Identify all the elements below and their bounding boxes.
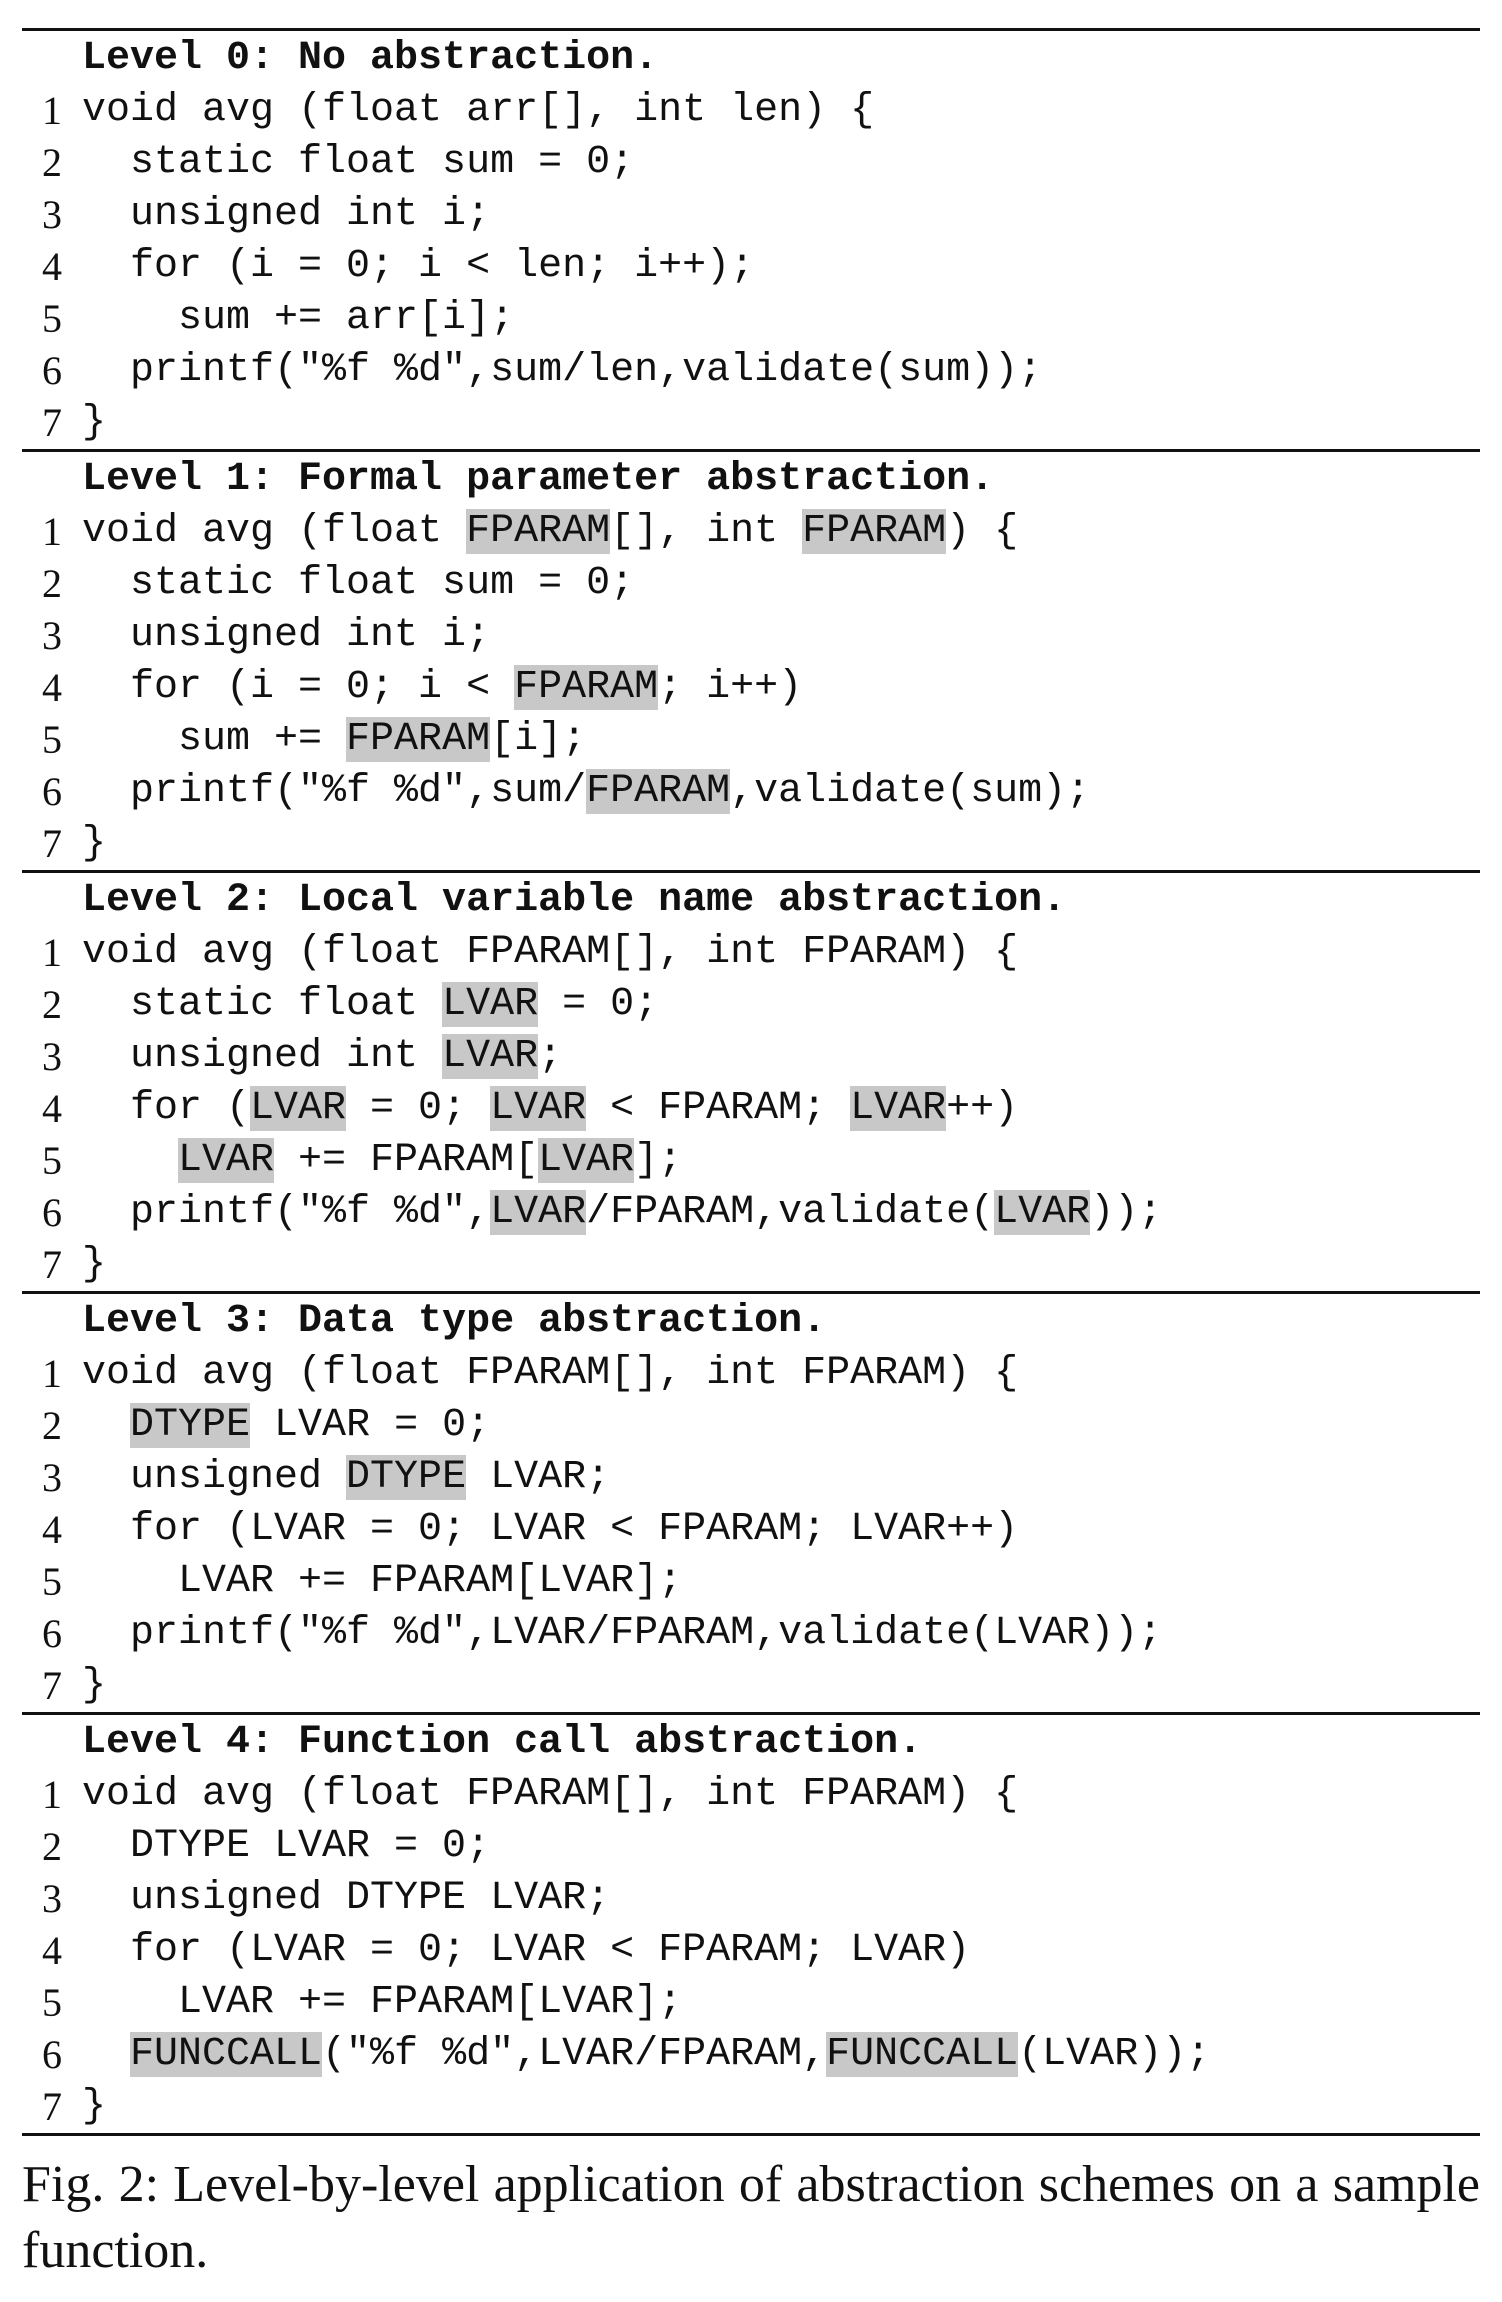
code-segment: void avg (float arr[], int len) { <box>82 88 875 133</box>
line-number: 6 <box>42 348 62 393</box>
code-text <box>82 85 874 137</box>
line-number: 5 <box>42 1559 62 1604</box>
line-number: 2 <box>42 982 62 1027</box>
code-segment: unsigned int i; <box>82 613 491 658</box>
code-segment <box>82 1138 178 1183</box>
abstracted-token: LVAR <box>250 1086 347 1131</box>
line-number: 5 <box>42 717 62 762</box>
line-number: 6 <box>42 2032 62 2077</box>
code-line <box>22 1031 1480 1083</box>
code-text <box>82 345 1042 397</box>
line-number: 4 <box>42 1507 62 1552</box>
abstraction-level-0 <box>22 28 1480 449</box>
line-number: 4 <box>42 244 62 289</box>
line-number: 1 <box>42 1351 62 1396</box>
code-segment: for (i = 0; i < <box>82 665 515 710</box>
level-heading: Level 0: No abstraction. <box>82 36 659 81</box>
abstracted-token: LVAR <box>178 1138 275 1183</box>
code-text <box>82 766 1090 818</box>
abstracted-token: FPARAM <box>514 665 659 710</box>
abstracted-token: LVAR <box>442 982 539 1027</box>
abstracted-token: LVAR <box>442 1034 539 1079</box>
code-line <box>22 1452 1480 1504</box>
code-text <box>82 1187 1162 1239</box>
code-segment: printf("%f %d",sum/ <box>82 769 587 814</box>
code-line <box>22 293 1480 345</box>
code-line <box>22 1187 1480 1239</box>
line-number: 7 <box>42 400 62 445</box>
code-segment: sum += arr[i]; <box>82 296 515 341</box>
code-line <box>22 1873 1480 1925</box>
code-text <box>82 1873 610 1925</box>
code-segment: unsigned <box>82 1455 347 1500</box>
code-text <box>82 1821 490 1873</box>
code-segment: sum += <box>82 717 347 762</box>
line-number: 2 <box>42 1824 62 1869</box>
level-heading: Level 1: Formal parameter abstraction. <box>82 457 995 502</box>
code-text <box>82 979 658 1031</box>
code-line <box>22 1977 1480 2029</box>
code-segment: < FPARAM; <box>586 1086 851 1131</box>
code-segment <box>82 1403 130 1448</box>
code-text <box>82 1556 682 1608</box>
code-segment: (LVAR)); <box>1018 2032 1211 2077</box>
abstracted-token: LVAR <box>490 1086 587 1131</box>
code-segment: ; i++) <box>658 665 803 710</box>
code-segment <box>82 2032 130 2077</box>
line-number: 3 <box>42 613 62 658</box>
code-segment: static float <box>82 982 443 1027</box>
code-text <box>82 1977 682 2029</box>
level-heading: Level 2: Local variable name abstraction. <box>82 878 1067 923</box>
code-line <box>22 397 1480 449</box>
code-line <box>22 1925 1480 1977</box>
code-segment: unsigned int i; <box>82 192 491 237</box>
code-segment: for (LVAR = 0; LVAR < FPARAM; LVAR) <box>82 1928 971 1973</box>
abstracted-token: DTYPE <box>346 1455 467 1500</box>
code-line <box>22 1083 1480 1135</box>
level-heading-row <box>22 454 1480 506</box>
code-text <box>82 1504 1018 1556</box>
code-text <box>82 662 802 714</box>
code-segment: printf("%f %d", <box>82 1190 491 1235</box>
level-heading-row <box>22 1296 1480 1348</box>
code-line <box>22 1556 1480 1608</box>
code-segment: /FPARAM,validate( <box>586 1190 995 1235</box>
code-line <box>22 1348 1480 1400</box>
abstraction-level-4 <box>22 1712 1480 2136</box>
code-text <box>82 927 1018 979</box>
code-text <box>82 558 634 610</box>
code-segment: DTYPE LVAR = 0; <box>82 1824 491 1869</box>
code-line <box>22 1821 1480 1873</box>
code-text <box>82 1925 970 1977</box>
code-segment: for (i = 0; i < len; i++); <box>82 244 755 289</box>
code-text <box>82 1400 490 1452</box>
line-number: 4 <box>42 1928 62 1973</box>
code-segment: void avg (float FPARAM[], int FPARAM) { <box>82 1351 1019 1396</box>
code-segment: } <box>82 1663 107 1708</box>
code-segment: [], int <box>610 509 803 554</box>
code-text <box>82 506 1018 558</box>
code-line <box>22 1400 1480 1452</box>
abstracted-token: FPARAM <box>802 509 947 554</box>
line-number: 7 <box>42 2084 62 2129</box>
abstracted-token: DTYPE <box>130 1403 251 1448</box>
code-segment: for ( <box>82 1086 251 1131</box>
code-segment: void avg (float FPARAM[], int FPARAM) { <box>82 930 1019 975</box>
code-segment: ) { <box>946 509 1019 554</box>
code-segment: static float sum = 0; <box>82 140 635 185</box>
code-text <box>82 2029 1210 2081</box>
line-number: 5 <box>42 1980 62 2025</box>
code-text <box>82 818 106 870</box>
code-line <box>22 506 1480 558</box>
code-line <box>22 662 1480 714</box>
code-segment: for (LVAR = 0; LVAR < FPARAM; LVAR++) <box>82 1507 1019 1552</box>
abstraction-level-2 <box>22 870 1480 1291</box>
code-text <box>82 714 586 766</box>
code-line <box>22 610 1480 662</box>
abstracted-token: FPARAM <box>346 717 491 762</box>
code-segment: += FPARAM[ <box>274 1138 539 1183</box>
code-segment: LVAR += FPARAM[LVAR]; <box>82 1980 683 2025</box>
code-line <box>22 2029 1480 2081</box>
code-text <box>82 293 514 345</box>
code-line <box>22 2081 1480 2133</box>
code-segment: )); <box>1090 1190 1163 1235</box>
code-text <box>82 1031 562 1083</box>
line-number: 4 <box>42 665 62 710</box>
line-number: 6 <box>42 1190 62 1235</box>
line-number: 5 <box>42 296 62 341</box>
code-segment: } <box>82 400 107 445</box>
code-segment: = 0; <box>346 1086 491 1131</box>
code-segment: unsigned int <box>82 1034 443 1079</box>
code-text <box>82 2081 106 2133</box>
line-number: 5 <box>42 1138 62 1183</box>
line-number: 2 <box>42 561 62 606</box>
code-segment: void avg (float FPARAM[], int FPARAM) { <box>82 1772 1019 1817</box>
code-text <box>82 610 490 662</box>
code-line <box>22 1504 1480 1556</box>
code-segment: void avg (float <box>82 509 467 554</box>
code-segment: ++) <box>946 1086 1019 1131</box>
code-segment: ]; <box>634 1138 683 1183</box>
code-line <box>22 714 1480 766</box>
code-figure <box>22 28 1480 2136</box>
code-line <box>22 1608 1480 1660</box>
code-text <box>82 1769 1018 1821</box>
figure-caption: Fig. 2: Level-by-level application of abstraction schemes on a sample function. <box>22 2156 1480 2279</box>
code-segment: static float sum = 0; <box>82 561 635 606</box>
code-segment: = 0; <box>538 982 659 1027</box>
abstracted-token: FPARAM <box>586 769 731 814</box>
line-number: 1 <box>42 930 62 975</box>
code-line <box>22 1769 1480 1821</box>
code-segment: ("%f %d",LVAR/FPARAM, <box>322 2032 827 2077</box>
line-number: 2 <box>42 140 62 185</box>
code-line <box>22 979 1480 1031</box>
line-number: 7 <box>42 821 62 866</box>
code-line <box>22 766 1480 818</box>
code-segment: ; <box>538 1034 563 1079</box>
code-line <box>22 818 1480 870</box>
line-number: 6 <box>42 769 62 814</box>
line-number: 1 <box>42 1772 62 1817</box>
code-line <box>22 1239 1480 1291</box>
code-text <box>82 189 490 241</box>
code-text <box>82 1608 1162 1660</box>
abstracted-token: LVAR <box>850 1086 947 1131</box>
code-segment: [i]; <box>490 717 587 762</box>
level-heading: Level 4: Function call abstraction. <box>82 1720 923 1765</box>
code-segment: printf("%f %d",LVAR/FPARAM,validate(LVAR)); <box>82 1611 1163 1656</box>
level-heading-row <box>22 1717 1480 1769</box>
line-number: 4 <box>42 1086 62 1131</box>
code-line <box>22 241 1480 293</box>
code-line <box>22 345 1480 397</box>
code-text <box>82 137 634 189</box>
line-number: 1 <box>42 509 62 554</box>
line-number: 3 <box>42 1876 62 1921</box>
code-segment: printf("%f %d",sum/len,validate(sum)); <box>82 348 1043 393</box>
line-number: 7 <box>42 1242 62 1287</box>
line-number: 7 <box>42 1663 62 1708</box>
code-line <box>22 189 1480 241</box>
code-text <box>82 1452 610 1504</box>
code-segment: LVAR += FPARAM[LVAR]; <box>82 1559 683 1604</box>
abstracted-token: LVAR <box>538 1138 635 1183</box>
line-number: 2 <box>42 1403 62 1448</box>
code-line <box>22 1660 1480 1712</box>
level-heading: Level 3: Data type abstraction. <box>82 1299 827 1344</box>
code-text <box>82 397 106 449</box>
abstracted-token: FPARAM <box>466 509 611 554</box>
code-segment: unsigned DTYPE LVAR; <box>82 1876 611 1921</box>
code-segment: LVAR; <box>466 1455 611 1500</box>
code-text <box>82 241 754 293</box>
code-segment: } <box>82 1242 107 1287</box>
code-segment: LVAR = 0; <box>250 1403 491 1448</box>
level-heading-row <box>22 875 1480 927</box>
line-number: 3 <box>42 1455 62 1500</box>
abstracted-token: LVAR <box>994 1190 1091 1235</box>
code-line <box>22 1135 1480 1187</box>
code-line <box>22 927 1480 979</box>
line-number: 3 <box>42 1034 62 1079</box>
code-text <box>82 1135 682 1187</box>
code-segment: } <box>82 821 107 866</box>
abstracted-token: FUNCCALL <box>130 2032 323 2077</box>
abstracted-token: FUNCCALL <box>826 2032 1019 2077</box>
code-text <box>82 1239 106 1291</box>
code-line <box>22 85 1480 137</box>
level-heading-row <box>22 33 1480 85</box>
code-text <box>82 1083 1018 1135</box>
abstraction-level-3 <box>22 1291 1480 1712</box>
abstracted-token: LVAR <box>490 1190 587 1235</box>
code-line <box>22 558 1480 610</box>
code-line <box>22 137 1480 189</box>
code-segment: } <box>82 2084 107 2129</box>
code-text <box>82 1660 106 1712</box>
line-number: 6 <box>42 1611 62 1656</box>
line-number: 1 <box>42 88 62 133</box>
code-segment: ,validate(sum); <box>730 769 1091 814</box>
code-text <box>82 1348 1018 1400</box>
line-number: 3 <box>42 192 62 237</box>
abstraction-level-1 <box>22 449 1480 870</box>
